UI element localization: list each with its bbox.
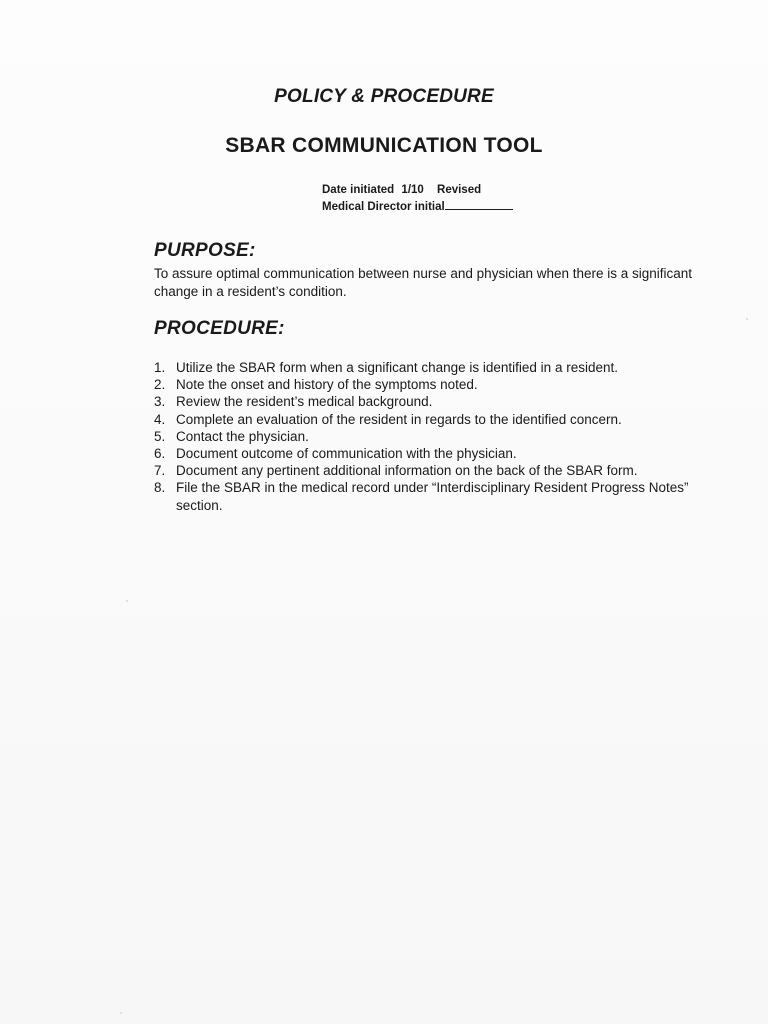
- date-line: [322, 182, 513, 198]
- procedure-step: [154, 479, 714, 513]
- procedure-step: [154, 462, 714, 479]
- step-number: 5.: [154, 428, 166, 444]
- step-text: Utilize the SBAR form when a significant change is identified in a resident.: [176, 360, 618, 375]
- step-number: 6.: [154, 446, 166, 462]
- scan-speck: [746, 318, 748, 320]
- procedure-heading: PROCEDURE:: [154, 318, 285, 339]
- date-initiated-label: Date initiated: [322, 184, 395, 196]
- step-text: Document any pertinent additional information on the back of the SBAR form.: [176, 463, 638, 479]
- step-text: File the SBAR in the medical record under “Interdisciplinary Resident Progress Notes” section.: [176, 480, 689, 513]
- date-initiated-value: 1/10: [401, 184, 424, 196]
- step-text: Note the onset and history of the symptoms noted.: [176, 377, 478, 393]
- purpose-text: To assure optimal communication between nurse and physician when there is a significant change in a resident’s condition.: [154, 266, 693, 299]
- procedure-step: [154, 411, 714, 428]
- procedure-step: [154, 359, 714, 376]
- document-meta: [322, 182, 513, 215]
- initial-signature-blank: [445, 198, 513, 210]
- procedure-step: [154, 393, 714, 410]
- step-number: 4.: [154, 411, 166, 427]
- procedure-step: [154, 445, 714, 462]
- medical-director-initial-label: Medical Director initial: [322, 201, 445, 213]
- scan-speck: [120, 1012, 122, 1014]
- step-text: Review the resident’s medical background.: [176, 394, 433, 410]
- step-number: 3.: [154, 394, 166, 410]
- procedure-steps: [154, 359, 714, 514]
- purpose-heading: PURPOSE:: [154, 240, 256, 261]
- director-line: [322, 198, 513, 215]
- step-text: Complete an evaluation of the resident in regards to the identified concern.: [176, 411, 622, 427]
- step-number: 7.: [154, 463, 166, 479]
- step-number: 2.: [154, 377, 166, 393]
- procedure-step: [154, 376, 714, 393]
- step-text: Contact the physician.: [176, 428, 309, 444]
- policy-kicker: POLICY & PROCEDURE: [274, 86, 494, 107]
- step-text: Document outcome of communication with the physician.: [176, 446, 517, 462]
- step-number: 8.: [154, 480, 166, 496]
- revised-label: Revised: [437, 184, 482, 196]
- step-number: 1.: [154, 360, 166, 375]
- scan-speck: [126, 600, 128, 602]
- procedure-step: [154, 428, 714, 445]
- document-title: SBAR COMMUNICATION TOOL: [225, 134, 543, 157]
